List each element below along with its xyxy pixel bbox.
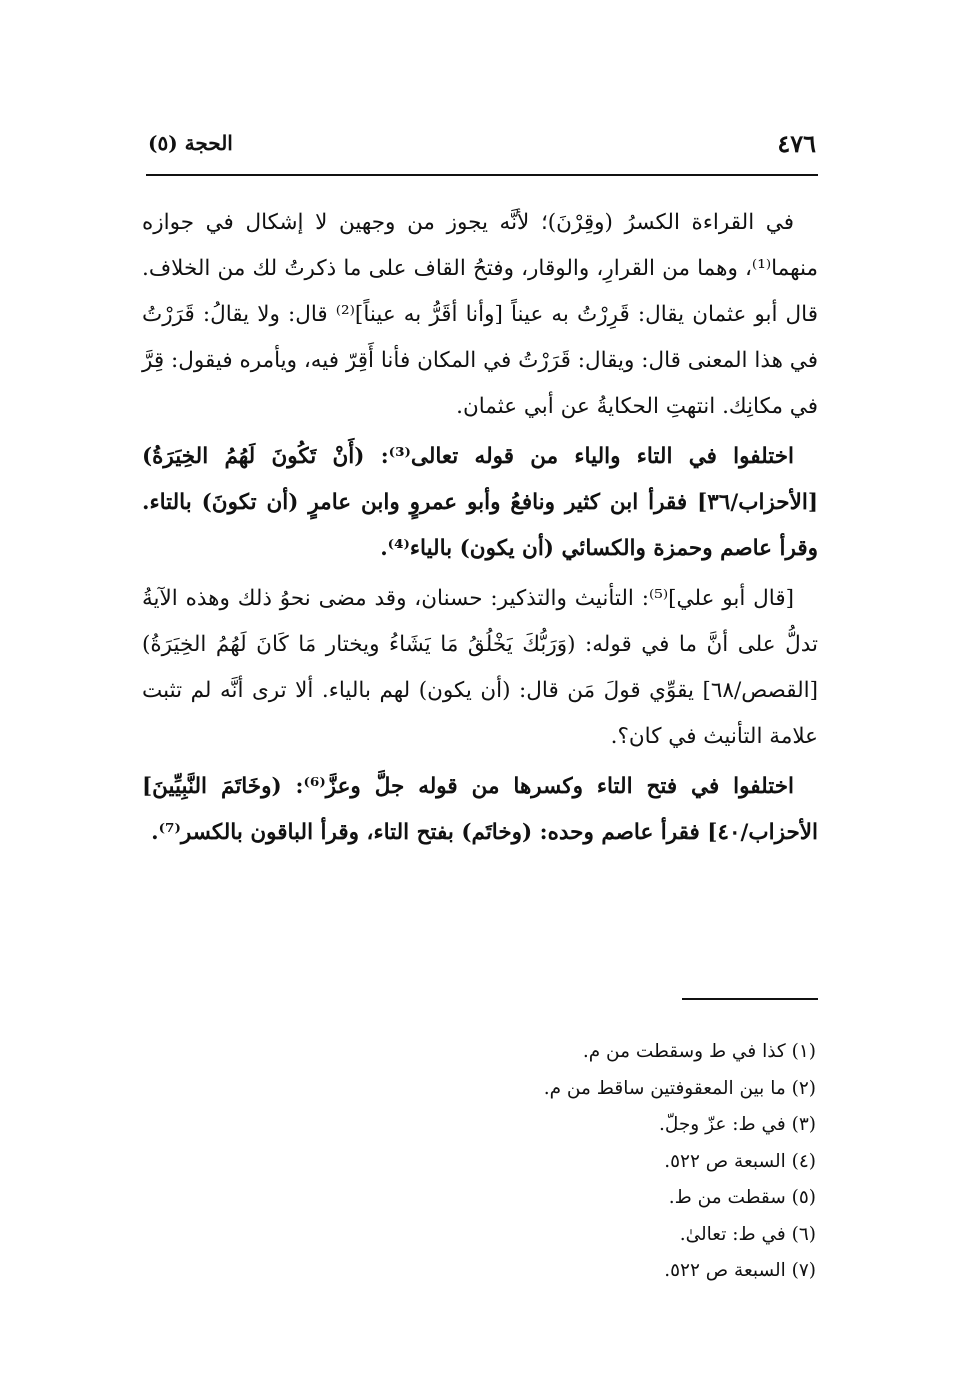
footnote-item: (٥) سقطت من ط. xyxy=(668,1187,816,1208)
footnote-item: (١) كذا في ط وسقطت من م. xyxy=(582,1041,816,1062)
book-title: الحجة (٥) xyxy=(148,131,233,155)
footnote-item: (٤) السبعة ص ٥٢٢. xyxy=(664,1150,816,1172)
footnote-item: (٢) ما بين المعقوفتين ساقط من م. xyxy=(543,1077,816,1099)
footnote-rule xyxy=(682,998,818,1000)
header-rule xyxy=(146,174,818,176)
paragraph-ikhtilaf-khatam: اختلفوا في فتح التاء وكسرها من قوله جلَّ وعزَّ⁽⁶⁾: (وخَاتَمَ النَّبِيِّينَ] الأحزاب/٤٠] فقرأ عاصم وحده: (وخاتَم) بفتح التاء، وقرأ الباقون بالكسر⁽⁷⁾. xyxy=(142,774,818,845)
footnotes xyxy=(300,1034,816,1290)
footnote-item: (٧) السبعة ص ٥٢٢. xyxy=(664,1260,816,1281)
paragraph-abu-ali: [قال أبو علي]⁽⁵⁾: التأنيث والتذكير: حسنان، وقد مضى نحوُ ذلك وهذه الآيةُ تدلُّ على أنَّ ما في قوله: (وَرَبُّكَ يَخْلُقُ مَا يَشَاءُ ويختار مَا كَانَ لَهُمُ الخِيَرَةُ) [القصص/٦٨] يقوِّي قولَ مَن قال: (أن يكون) لهم بالياء. ألا ترى أنَّه لم تثبت علامة التأنيث في كان؟. xyxy=(142,586,818,749)
footnote-item: (٣) في ط: عزّ وجلّ. xyxy=(658,1114,816,1135)
main-text xyxy=(142,200,818,856)
paragraph-ikhtilaf-taa-yaa: اختلفوا في التاء والياء من قوله تعالى⁽³⁾: (أَنْ تَكُونَ لَهُمُ الخِيَرَةُ) [الأحزاب/٣٦] فقرأ ابن كثير ونافعُ وأبو عمروٍ وابن عامرٍ (أن تكونَ) بالتاء. وقرأ عاصم وحمزة والكسائي (أن يكون) بالياء⁽⁴⁾. xyxy=(142,444,818,561)
paragraph-qira-kasr: في القراءة الكسرُ (وقِرْنَ)؛ لأنَّه يجوز من وجهين لا إشكال في جوازه منهما⁽¹⁾، وهما من القرارِ، والوقار، وفتحُ القاف على ما ذكرتُ لك من الخلاف. قال أبو عثمان يقال: قَرِرْتُ به عيناً [وأنا أقَرُّ به عيناً]⁽²⁾ قال: ولا يقالُ: قَرَرْتُ في هذا المعنى قال: ويقال: قَرَرْتُ في المكان فأنا أَقِرّ فيه، ويأمره فيقول: قِرَّ في مكانِك. انتهتِ الحكايةُ عن أبي عثمان. xyxy=(142,210,818,419)
page-number: ٤٧٦ xyxy=(777,128,816,158)
running-header xyxy=(148,118,816,168)
footnote-item: (٦) في ط: تعالىٰ. xyxy=(679,1223,816,1245)
